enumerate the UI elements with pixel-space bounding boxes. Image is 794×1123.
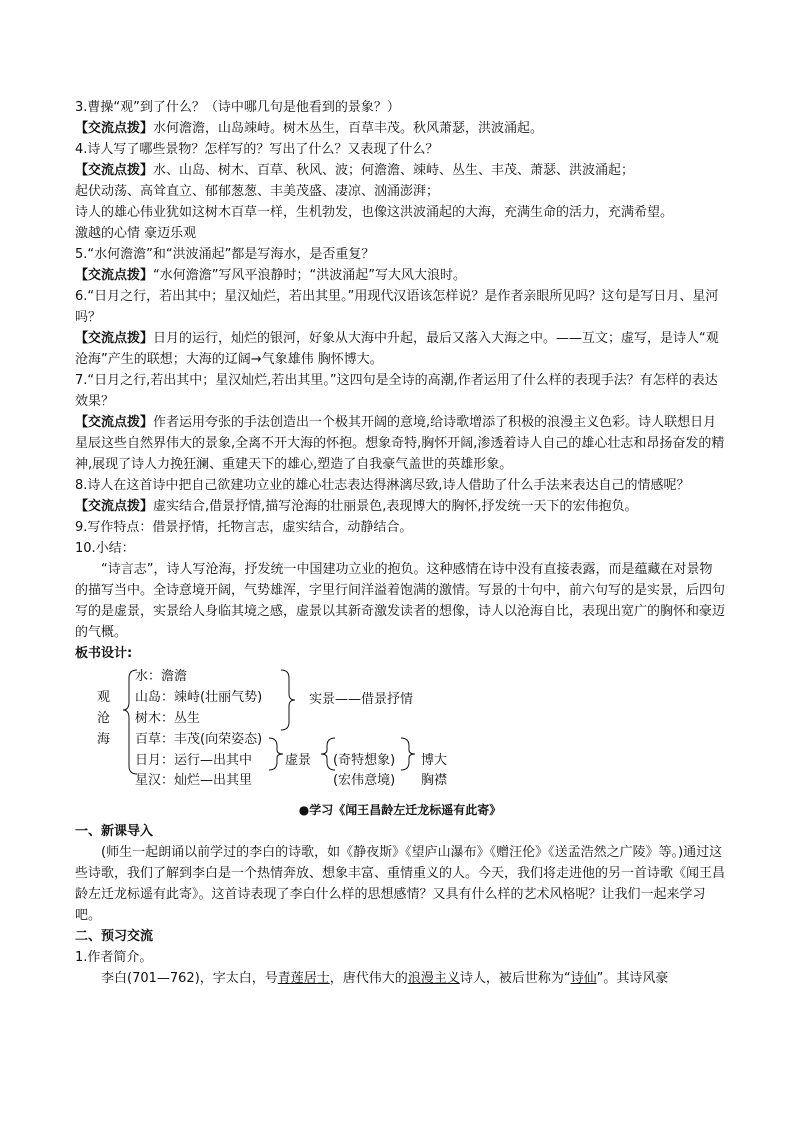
board-item: 日月：运行—出其中 bbox=[135, 753, 253, 768]
document-page bbox=[75, 97, 725, 989]
board-item: 树木：丛生 bbox=[135, 711, 201, 726]
answer-6: 【交流点拨】日月的运行，灿烂的银河，好象从大海中升起，最后又落入大海之中。——互文；虚写，是诗人“观沧海”产生的联想；大海的辽阔→气象雄伟 胸怀博大。 bbox=[75, 331, 719, 367]
board-virtual: 虚景 bbox=[285, 753, 312, 768]
board-r1: 博大 bbox=[421, 753, 448, 768]
board-v1: (奇特想象) bbox=[333, 753, 396, 768]
author-bio: 李白(701—762)，字太白，号青莲居士，唐代伟大的浪漫主义诗人，被后世称为“诗仙”。其诗风豪 bbox=[101, 971, 669, 986]
question-6: 6.“日月之行，若出其中；星汉灿烂，若出其里。”用现代汉语该怎样说？是作者亲眼所见吗？这句是写日月、星河吗？ bbox=[75, 289, 719, 325]
question-3: 3.曹操“观”到了什么？（诗中哪几句是他看到的景象？） bbox=[75, 100, 400, 115]
board-item: 水：澹澹 bbox=[135, 669, 188, 684]
answer-label: 【交流点拨】 bbox=[75, 331, 154, 346]
question-5: 5.“水何澹澹”和“洪波涌起”都是写海水，是否重复？ bbox=[75, 247, 375, 262]
answer-4-line3: 诗人的雄心伟业犹如这树木百草一样，生机勃发，也像这洪波涌起的大海，充满生命的活力，充满希望。 bbox=[75, 205, 674, 220]
answer-8: 【交流点拨】虚实结合,借景抒情,描写沧海的壮丽景色,表现博大的胸怀,抒发统一天下的宏伟抱负。 bbox=[75, 499, 638, 514]
board-item: 百草：丰茂(向荣姿态) bbox=[135, 732, 263, 747]
board-item: 星汉：灿烂—出其里 bbox=[135, 773, 253, 788]
board-title-char: 观 bbox=[97, 690, 111, 705]
section-2-heading: 二、预习交流 bbox=[75, 929, 154, 944]
answer-5: 【交流点拨】“水何澹澹”写风平浪静时；“洪波涌起”写大风大浪时。 bbox=[75, 268, 466, 283]
answer-4-line4: 激越的心情 豪迈乐观 bbox=[75, 226, 197, 241]
answer-label: 【交流点拨】 bbox=[75, 163, 154, 178]
answer-4-line2: 起伏动荡、高耸直立、郁郁葱葱、丰美茂盛、凄凉、汹涌澎湃； bbox=[75, 184, 440, 199]
answer-label: 【交流点拨】 bbox=[75, 121, 154, 136]
question-9: 9.写作特点：借景抒情，托物言志，虚实结合，动静结合。 bbox=[75, 520, 413, 535]
question-10: 10.小结： bbox=[75, 541, 135, 556]
board-diagram bbox=[75, 666, 725, 786]
board-title-char: 海 bbox=[97, 732, 111, 747]
answer-4: 【交流点拨】水、山岛、树木、百草、秋风、波；何澹澹、竦峙、丛生、丰茂、萧瑟、洪波涌起； bbox=[75, 163, 635, 178]
answer-label: 【交流点拨】 bbox=[75, 415, 154, 430]
board-title-char: 沧 bbox=[97, 711, 111, 726]
answer-7: 【交流点拨】作者运用夸张的手法创造出一个极其开阔的意境,给诗歌增添了积极的浪漫主义色彩。诗人联想日月星辰这些自然界伟大的景象,全离不开大海的怀抱。想象奇特,胸怀开阔,渗透着诗人自己的雄心壮志和昂扬奋发的精神,展现了诗人力挽狂澜、重建天下的雄心,塑造了自我豪气盖世的英雄形象。 bbox=[75, 415, 725, 472]
summary-paragraph: “诗言志”，诗人写沧海，抒发统一中国建功立业的抱负。这种感情在诗中没有直接表露，而是蕴藏在对景物的描写当中。全诗意境开阔，气势雄浑，字里行间洋溢着饱满的激情。写景的十句中，前六句写的是实景，后四句写的是虚景，实景给人身临其境之感，虚景以其新奇激发读者的想像，诗人以沧海自比，表现出宽广的胸怀和豪迈的气概。 bbox=[75, 562, 726, 640]
board-v2: (宏伟意境) bbox=[333, 773, 396, 788]
question-8: 8.诗人在这首诗中把自己欲建功立业的雄心壮志表达得淋漓尽致,诗人借助了什么手法来表达自己的情感呢？ bbox=[75, 478, 690, 493]
board-item: 山岛：竦峙(壮丽气势) bbox=[135, 690, 263, 705]
answer-label: 【交流点拨】 bbox=[75, 499, 154, 514]
section-2-sub1: 1.作者简介。 bbox=[75, 950, 153, 965]
lesson-title: ●学习《闻王昌龄左迁龙标遥有此寄》 bbox=[298, 803, 502, 817]
board-real: 实景——借景抒情 bbox=[309, 692, 414, 707]
answer-3: 【交流点拨】水何澹澹，山岛竦峙。树木丛生，百草丰茂。秋风萧瑟，洪波涌起。 bbox=[75, 121, 544, 136]
question-7: 7.“日月之行,若出其中；星汉灿烂,若出其里。”这四句是全诗的高潮,作者运用了什么样的表现手法？有怎样的表达效果？ bbox=[75, 373, 718, 409]
answer-label: 【交流点拨】 bbox=[75, 268, 154, 283]
question-4: 4.诗人写了哪些景物？怎样写的？写出了什么？又表现了什么？ bbox=[75, 142, 439, 157]
section-1-heading: 一、新课导入 bbox=[75, 824, 154, 839]
board-heading: 板书设计: bbox=[75, 646, 133, 661]
board-r2: 胸襟 bbox=[421, 773, 448, 788]
section-1-text: (师生一起朗诵以前学过的李白的诗歌，如《静夜斯》《望庐山瀑布》《赠汪伦》《送孟浩然之广陵》等。)通过这些诗歌，我们了解到李白是一个热情奔放、想象丰富、重情重义的人。今天，我们将走进他的另一首诗歌《闻王昌龄左迁龙标遥有此寄》。这首诗表现了李白什么样的思想感情？又具有什么样的艺术风格呢？让我们一起来学习吧。 bbox=[75, 845, 726, 923]
